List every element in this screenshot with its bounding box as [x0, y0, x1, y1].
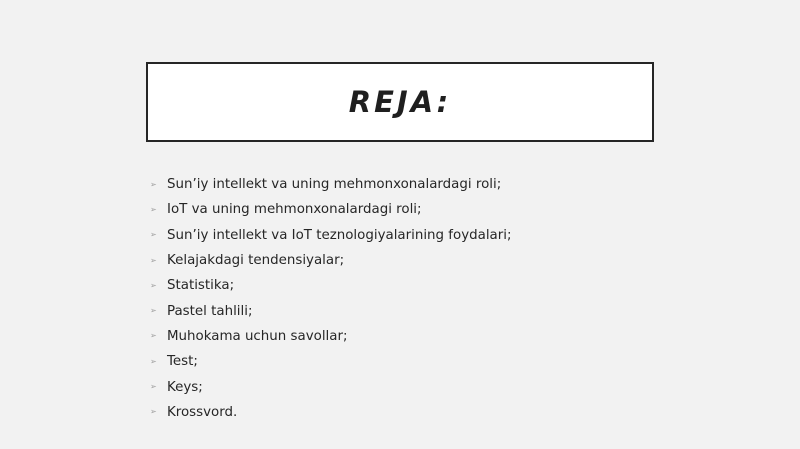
- list-item: [150, 400, 512, 425]
- arrow-bullet-icon: ➢: [150, 407, 157, 417]
- list-item-text: Keys;: [167, 379, 203, 395]
- arrow-bullet-icon: ➢: [150, 331, 157, 341]
- arrow-bullet-icon: ➢: [150, 255, 157, 265]
- list-item-text: Muhokama uchun savollar;: [167, 328, 348, 344]
- arrow-bullet-icon: ➢: [150, 230, 157, 240]
- slide-title: REJA:: [348, 85, 452, 119]
- arrow-bullet-icon: ➢: [150, 306, 157, 316]
- list-item: [150, 374, 512, 399]
- list-item: [150, 324, 512, 349]
- arrow-bullet-icon: ➢: [150, 382, 157, 392]
- list-item-text: IoT va uning mehmonxonalardagi roli;: [167, 202, 422, 218]
- list-item-text: Statistika;: [167, 278, 235, 294]
- list-item: [150, 349, 512, 374]
- arrow-bullet-icon: ➢: [150, 179, 157, 189]
- list-item: [150, 172, 512, 197]
- agenda-list: [150, 172, 512, 425]
- list-item-text: Krossvord.: [167, 404, 238, 420]
- list-item: [150, 197, 512, 222]
- list-item: [150, 298, 512, 323]
- arrow-bullet-icon: ➢: [150, 356, 157, 366]
- list-item: [150, 223, 512, 248]
- list-item-text: Sun’iy intellekt va IoT teznologiyalarining foydalari;: [167, 227, 512, 243]
- arrow-bullet-icon: ➢: [150, 280, 157, 290]
- list-item-text: Sun’iy intellekt va uning mehmonxonalardagi roli;: [167, 177, 502, 193]
- list-item-text: Test;: [167, 354, 198, 370]
- title-box: [146, 62, 654, 142]
- arrow-bullet-icon: ➢: [150, 204, 157, 214]
- list-item: [150, 248, 512, 273]
- list-item: [150, 273, 512, 298]
- list-item-text: Kelajakdagi tendensiyalar;: [167, 253, 345, 269]
- list-item-text: Pastel tahlili;: [167, 303, 253, 319]
